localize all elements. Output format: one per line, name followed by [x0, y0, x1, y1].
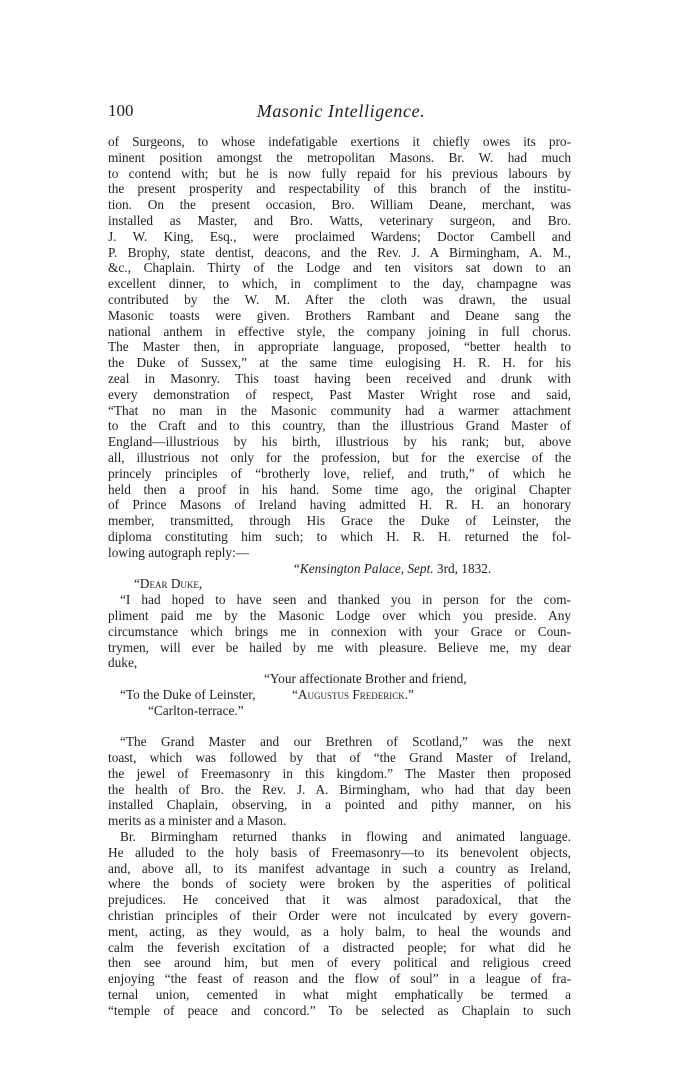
text-line: diploma constituting him such; to which H. R. H. returned the fol-: [108, 528, 571, 544]
text-line: to the Craft and to this country, than the illustrious Grand Master of: [108, 418, 571, 434]
text-line: “Your affectionate Brother and friend,: [264, 671, 467, 687]
text-line: national anthem in effective style, the company joining in full chorus.: [108, 323, 571, 339]
text-line: the Duke of Sussex,” at the same time eulogising H. R. H. for his: [108, 355, 571, 371]
text-line: of Surgeons, to whose indefatigable exertions it chiefly owes its pro-: [108, 134, 571, 149]
text-line: zeal in Masonry. This toast having been received and drunk with: [108, 370, 571, 386]
text-line: ternal union, cemented in what might emphatically be termed a: [108, 987, 571, 1003]
text-line: &c., Chaplain. Thirty of the Lodge and ten visitors sat down to an: [108, 260, 571, 276]
text-line: the health of Bro. the Rev. J. A. Birmingham, who had that day been: [108, 781, 571, 797]
text-line: Br. Birmingham returned thanks in flowing and animated language.: [120, 829, 571, 845]
text-line: [108, 718, 571, 734]
text-line: installed Chaplain, observing, in a pointed and pithy manner, on his: [108, 797, 571, 813]
text-line: trymen, will ever be hailed by me with pleasure. Believe me, my dear: [108, 639, 571, 655]
text-line: duke,: [108, 655, 138, 671]
text-line: England—illustrious by his birth, illustrious by his rank; but, above: [108, 434, 571, 450]
text-line: then see around him, but men of every political and religious creed: [108, 955, 571, 971]
text-line: merits as a minister and a Mason.: [108, 813, 287, 829]
text-line: “Dear Duke,: [134, 576, 203, 592]
text-line: the jewel of Freemasonry in this kingdom.” The Master then proposed: [108, 765, 571, 781]
dateline-place: Kensington Palace, Sept.: [299, 560, 434, 576]
text-line: “The Grand Master and our Brethren of Scotland,” was the next: [120, 734, 571, 750]
text-line: enjoying “the feast of reason and the flow of soul” in a league of fra-: [108, 971, 571, 987]
text-line: lowing autograph reply:—: [108, 544, 250, 560]
body-text: [108, 134, 571, 1019]
text-line: member, transmitted, through His Grace the Duke of Leinster, the: [108, 513, 571, 529]
text-line: to contend with; but he is now fully repaid for his previous labours by: [108, 165, 571, 181]
text-line: [108, 687, 571, 703]
signature-name: “Augustus Frederick.”: [292, 686, 414, 702]
text-line: “Carlton-terrace.”: [148, 702, 244, 718]
text-line: installed as Master, and Bro. Watts, veterinary surgeon, and Bro.: [108, 212, 571, 228]
text-line: christian principles of their Order were not inculcated by every govern-: [108, 908, 571, 924]
text-line: excellent dinner, to which, in compliment to the day, champagne was: [108, 276, 571, 292]
text-line: held then a proof in his hand. Some time ago, the original Chapter: [108, 481, 571, 497]
text-line: pliment paid me by the Masonic Lodge over which you preside. Any: [108, 607, 571, 623]
text-line: and, above all, to its manifest advantage in such a country as Ireland,: [108, 860, 571, 876]
text-line: ment, acting, as they would, as a holy balm, to heal the wounds and: [108, 923, 571, 939]
running-head: Masonic Intelligence.: [256, 101, 426, 121]
text-line: princely principles of “brotherly love, relief, and truth,” of which he: [108, 465, 571, 481]
text-line: the present prosperity and respectability of this branch of the institu-: [108, 181, 571, 197]
text-line: minent position amongst the metropolitan Masons. Br. W. had much: [108, 149, 571, 165]
signoff-address: “To the Duke of Leinster,: [120, 686, 256, 702]
text-line: P. Brophy, state dentist, deacons, and the Rev. J. A Birmingham, A. M.,: [108, 244, 571, 260]
text-line: He alluded to the holy basis of Freemasonry—to its benevolent objects,: [108, 844, 571, 860]
text-line: of Prince Masons of Ireland having admitted H. R. H. an honorary: [108, 497, 571, 513]
text-line: where the bonds of society were broken by the asperities of political: [108, 876, 571, 892]
page-header: [108, 101, 574, 127]
text-line: toast, which was followed by that of “the Grand Master of Ireland,: [108, 750, 571, 766]
text-line: The Master then, in appropriate language, proposed, “better health to: [108, 339, 571, 355]
text-line: “Kensington Palace, Sept. 3rd, 1832.: [294, 560, 492, 576]
text-line: all, illustrious not only for the profession, but for the exercise of the: [108, 449, 571, 465]
text-line: “That no man in the Masonic community had a warmer attachment: [108, 402, 571, 418]
text-line: circumstance which brings me in connexion with your Grace or Coun-: [108, 623, 571, 639]
text-line: J. W. King, Esq., were proclaimed Wardens; Doctor Cambell and: [108, 228, 571, 244]
text-line: “I had hoped to have seen and thanked you in person for the com-: [120, 592, 571, 608]
text-line: Masonic toasts were given. Brothers Rambant and Deane sang the: [108, 307, 571, 323]
text-line: tion. On the present occasion, Bro. William Deane, merchant, was: [108, 197, 571, 213]
text-line: prejudices. He conceived that it was almost paradoxical, that the: [108, 892, 571, 908]
text-line: calm the feverish excitation of a distracted people; for what did he: [108, 939, 571, 955]
text-line: contributed by the W. M. After the cloth was drawn, the usual: [108, 291, 571, 307]
page-number: 100: [108, 101, 134, 120]
text-line: every demonstration of respect, Past Master Wright rose and said,: [108, 386, 571, 402]
text-line: “temple of peace and concord.” To be selected as Chaplain to such: [108, 1002, 571, 1018]
